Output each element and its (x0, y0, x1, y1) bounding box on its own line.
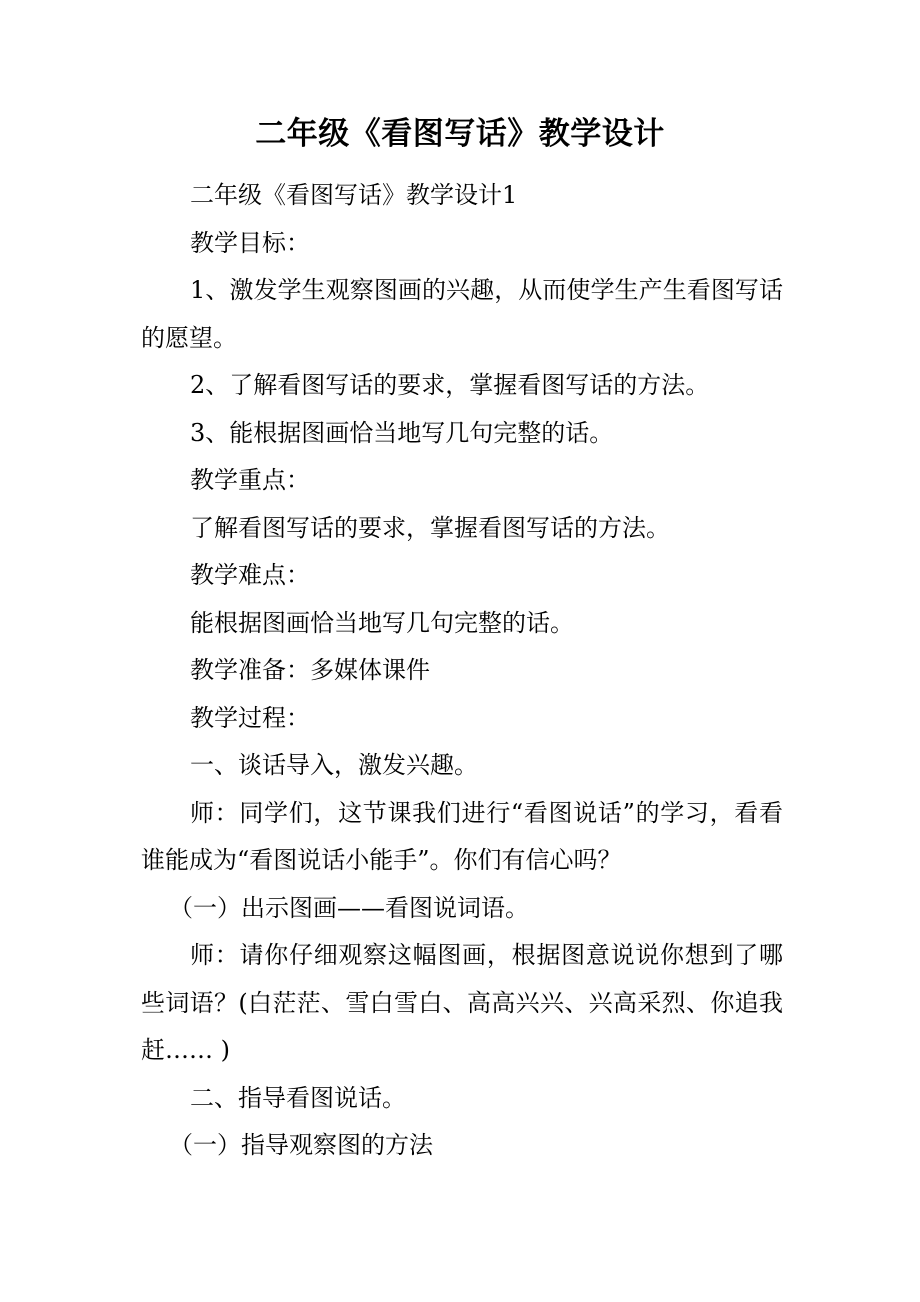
paragraph-objectives-label: 教学目标： (190, 228, 310, 257)
paragraph-teacher-intro: 师：同学们，这节课我们进行“看图说话”的学习，看看谁能成为“看图说话小能手”。你们有信心吗？ (141, 798, 783, 874)
paragraph-objective-2: 2、了解看图写话的要求，掌握看图写话的方法。 (190, 371, 710, 399)
paragraph-key-points: 了解看图写话的要求，掌握看图写话的方法。 (190, 513, 670, 542)
paragraph-step-2: 二、指导看图说话。 (190, 1083, 406, 1112)
paragraph-key-points-label: 教学重点： (190, 466, 310, 494)
paragraph-step-1: 一、谈话导入，激发兴趣。 (190, 751, 478, 779)
paragraph-preparation: 教学准备：多媒体课件 (190, 656, 430, 684)
paragraph-objective-1: 1、激发学生观察图画的兴趣，从而使学生产生看图写话的愿望。 (141, 276, 783, 352)
paragraph-difficulties: 能根据图画恰当地写几句完整的话。 (190, 608, 574, 637)
paragraph-objective-3: 3、能根据图画恰当地写几句完整的话。 (190, 418, 614, 447)
paragraph-substep-2: （一）指导观察图的方法 (169, 1131, 433, 1159)
paragraph-heading: 二年级《看图写话》教学设计1 (190, 181, 518, 209)
paragraph-difficulties-label: 教学难点： (190, 561, 310, 589)
paragraph-substep-1: （一）出示图画——看图说词语。 (169, 893, 529, 922)
paragraph-teacher-prompt: 师：请你仔细观察这幅图画，根据图意说说你想到了哪些词语？(白茫茫、雪白雪白、高高兴兴、兴高采烈、你追我赶…… ) (141, 941, 783, 1064)
document-body (141, 172, 783, 1170)
document-title: 二年级《看图写话》教学设计 (255, 116, 665, 152)
paragraph-process-label: 教学过程： (190, 703, 310, 732)
